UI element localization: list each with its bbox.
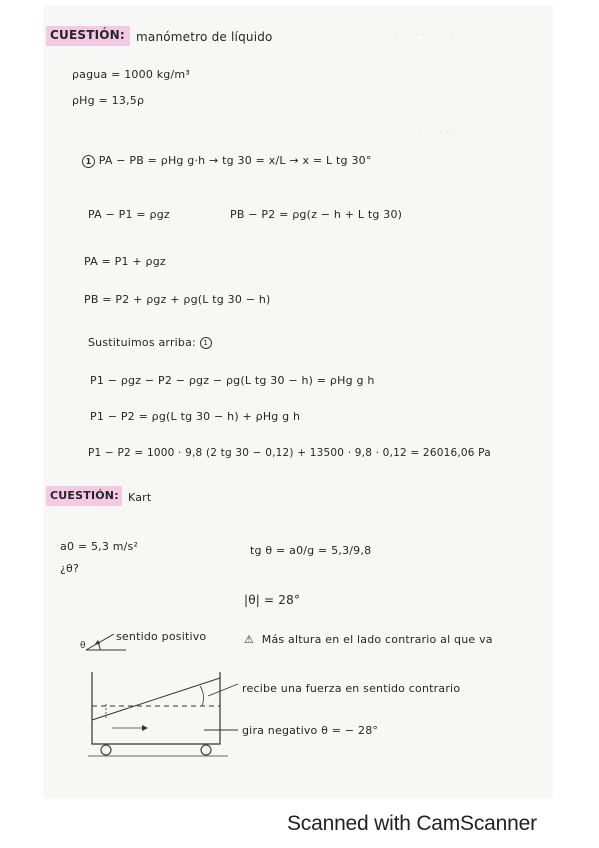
step-reference-marker: 1 [200, 337, 212, 349]
annotation-leader-lines [204, 678, 244, 738]
annotation-turn: gira negativo θ = − 28° [242, 724, 379, 737]
equation-tangent: tg θ = a0/g = 5,3/9,8 [250, 544, 372, 557]
equation-angle: |θ| = 28° [244, 593, 301, 607]
section-label: CUESTIÓN: [50, 489, 119, 502]
section-title: Kart [128, 491, 152, 504]
equation-main [82, 154, 372, 168]
step-marker: 1 [82, 155, 95, 168]
equation-pa: PA = P1 + ρgz [84, 255, 166, 268]
equation-main-text: PA − PB = ρHg g·h → tg 30 = x/L → x = L tg 30° [98, 154, 372, 167]
substitute-line [88, 336, 212, 349]
svg-text:θ: θ [80, 641, 86, 651]
substitute-label: Sustituimos arriba: [88, 336, 196, 349]
sign-convention-label: sentido positivo [116, 630, 207, 643]
equation-left: PA − P1 = ρgz [88, 208, 170, 221]
given-density-mercury: ρHg = 13,5ρ [72, 94, 145, 107]
warning-note-text: Más altura en el lado contrario al que va [261, 633, 493, 646]
annotation-force: recibe una fuerza en sentido contrario [242, 682, 461, 695]
warning-note [244, 633, 493, 646]
equation-substitution-2: P1 − P2 = ρg(L tg 30 − h) + ρHg g h [90, 410, 301, 423]
given-density-water: ρagua = 1000 kg/m³ [72, 68, 190, 81]
scanned-page [44, 6, 552, 798]
bleed-through-text: · · · · · · · · · [394, 28, 454, 41]
equation-right: PB − P2 = ρg(z − h + L tg 30) [230, 208, 403, 221]
equation-substitution-1: P1 − ρgz − P2 − ρgz − ρg(L tg 30 − h) = ρHg g h [90, 374, 375, 387]
equation-pb: PB = P2 + ρgz + ρg(L tg 30 − h) [84, 293, 271, 306]
question-angle: ¿θ? [60, 562, 80, 575]
bleed-through-text: · · · · · · · · [404, 126, 457, 139]
given-acceleration: a0 = 5,3 m/s² [60, 540, 139, 553]
warning-icon: ⚠ [244, 633, 255, 646]
section-title: manómetro de líquido [136, 30, 273, 44]
section-label: CUESTIÓN: [50, 28, 125, 42]
scanner-watermark: Scanned with CamScanner [287, 812, 537, 835]
equation-result: P1 − P2 = 1000 · 9,8 (2 tg 30 − 0,12) + 13500 · 9,8 · 0,12 = 26016,06 Pa [88, 447, 491, 459]
